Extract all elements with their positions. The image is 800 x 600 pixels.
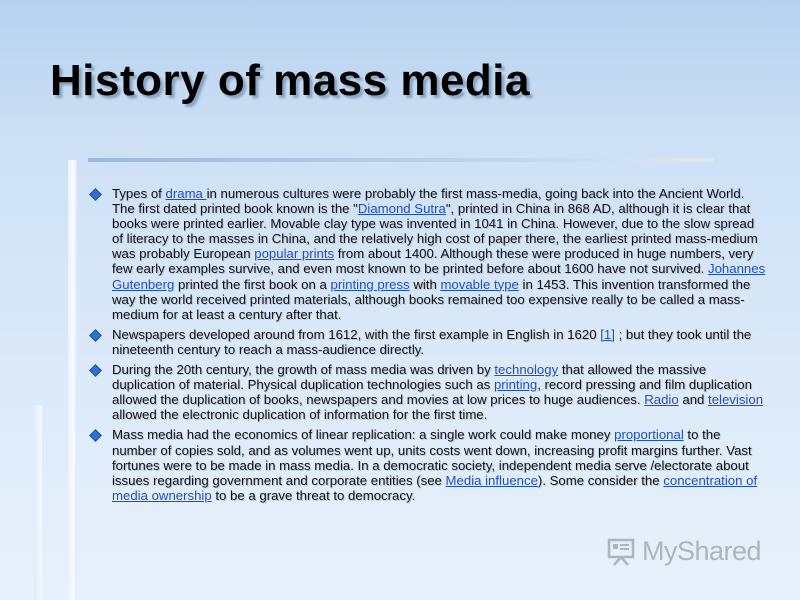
- hyperlink[interactable]: concentration of media ownership: [112, 472, 758, 503]
- bullet-text: Newspapers developed around from 1612, with the first example in English in 1620: [112, 326, 601, 342]
- hyperlink[interactable]: technology: [494, 362, 559, 378]
- bullet-text: to the number of copies sold, and as volumes went up, units costs went down, increasing profit margins further. Vast fortunes were to be made in mass media. In a democratic society, independent media serve /electorate about issues regarding government and corporate entities (see: [112, 427, 752, 488]
- hyperlink[interactable]: [1]: [600, 326, 615, 342]
- bullet-text: and: [678, 392, 709, 408]
- title-divider: [88, 158, 713, 162]
- watermark-text: MyShared: [642, 536, 762, 566]
- hyperlink[interactable]: proportional: [614, 427, 684, 443]
- bullet-text: in numerous cultures were probably the first mass-media, going back into the Ancient World. The first dated printed book known is the ": [112, 186, 745, 217]
- bullet-item: [88, 362, 768, 422]
- hyperlink[interactable]: Diamond Sutra: [357, 201, 446, 217]
- bullet-text: ", printed in China in 868 AD, although it is clear that books were printed earlier. Movable clay type was invented in 1041 in China. However, due to the slow spread of literacy to the masses in China, and the relatively high cost of paper there, the earliest printed mass-medium was probably European: [112, 201, 758, 262]
- decorative-vertical-bar: [68, 160, 77, 600]
- bullet-item: [88, 327, 768, 357]
- bullet-text: During the 20th century, the growth of mass media was driven by: [112, 362, 495, 378]
- bullet-text: Mass media had the economics of linear replication: a single work could make money: [112, 427, 615, 443]
- hyperlink[interactable]: Radio: [644, 392, 679, 408]
- bullet-text: to be a grave threat to democracy.: [211, 487, 416, 503]
- bullet-text: with: [409, 276, 441, 292]
- bullet-item: [88, 427, 768, 502]
- bullet-list: [88, 186, 768, 508]
- bullet-text: ). Some consider the: [537, 472, 664, 488]
- bullet-text: in 1453. This invention transformed the way the world received printed materials, although books remained too expensive really to be called a mass-medium for at least a century after that.: [112, 276, 751, 322]
- bullet-text: , record pressing and film duplication allowed the duplication of books, newspapers and movies at low prices to huge audiences.: [112, 377, 752, 408]
- hyperlink[interactable]: popular prints: [254, 246, 335, 262]
- bullet-text: ; but they took until the nineteenth century to reach a mass-audience directly.: [112, 326, 752, 357]
- decorative-vertical-bar-lower: [34, 405, 42, 600]
- bullet-marker-icon: [89, 430, 102, 443]
- watermark: [606, 536, 761, 567]
- hyperlink[interactable]: Johannes Gutenberg: [112, 261, 766, 292]
- presentation-board-icon: [606, 537, 636, 567]
- hyperlink[interactable]: television: [708, 392, 764, 408]
- hyperlink[interactable]: drama: [165, 186, 207, 201]
- hyperlink[interactable]: printing press: [330, 276, 410, 292]
- bullet-text: printed the first book on a: [174, 276, 331, 292]
- bullet-item: [88, 186, 768, 322]
- bullet-text: that allowed the massive duplication of material. Physical duplication technologies such as: [112, 362, 707, 393]
- hyperlink[interactable]: movable type: [440, 276, 519, 292]
- hyperlink[interactable]: Media influence: [445, 472, 538, 488]
- bullet-marker-icon: [89, 329, 102, 342]
- hyperlink[interactable]: printing: [493, 377, 538, 393]
- bullet-text: from about 1400. Although these were produced in huge numbers, very few early examples survive, and even most known to be printed before about 1600 have not survived.: [112, 246, 754, 277]
- slide-title: History of mass media: [50, 56, 530, 105]
- bullet-text: allowed the electronic duplication of information for the first time.: [112, 407, 488, 423]
- bullet-marker-icon: [89, 188, 102, 201]
- bullet-marker-icon: [89, 364, 102, 377]
- bullet-text: Types of: [112, 186, 166, 201]
